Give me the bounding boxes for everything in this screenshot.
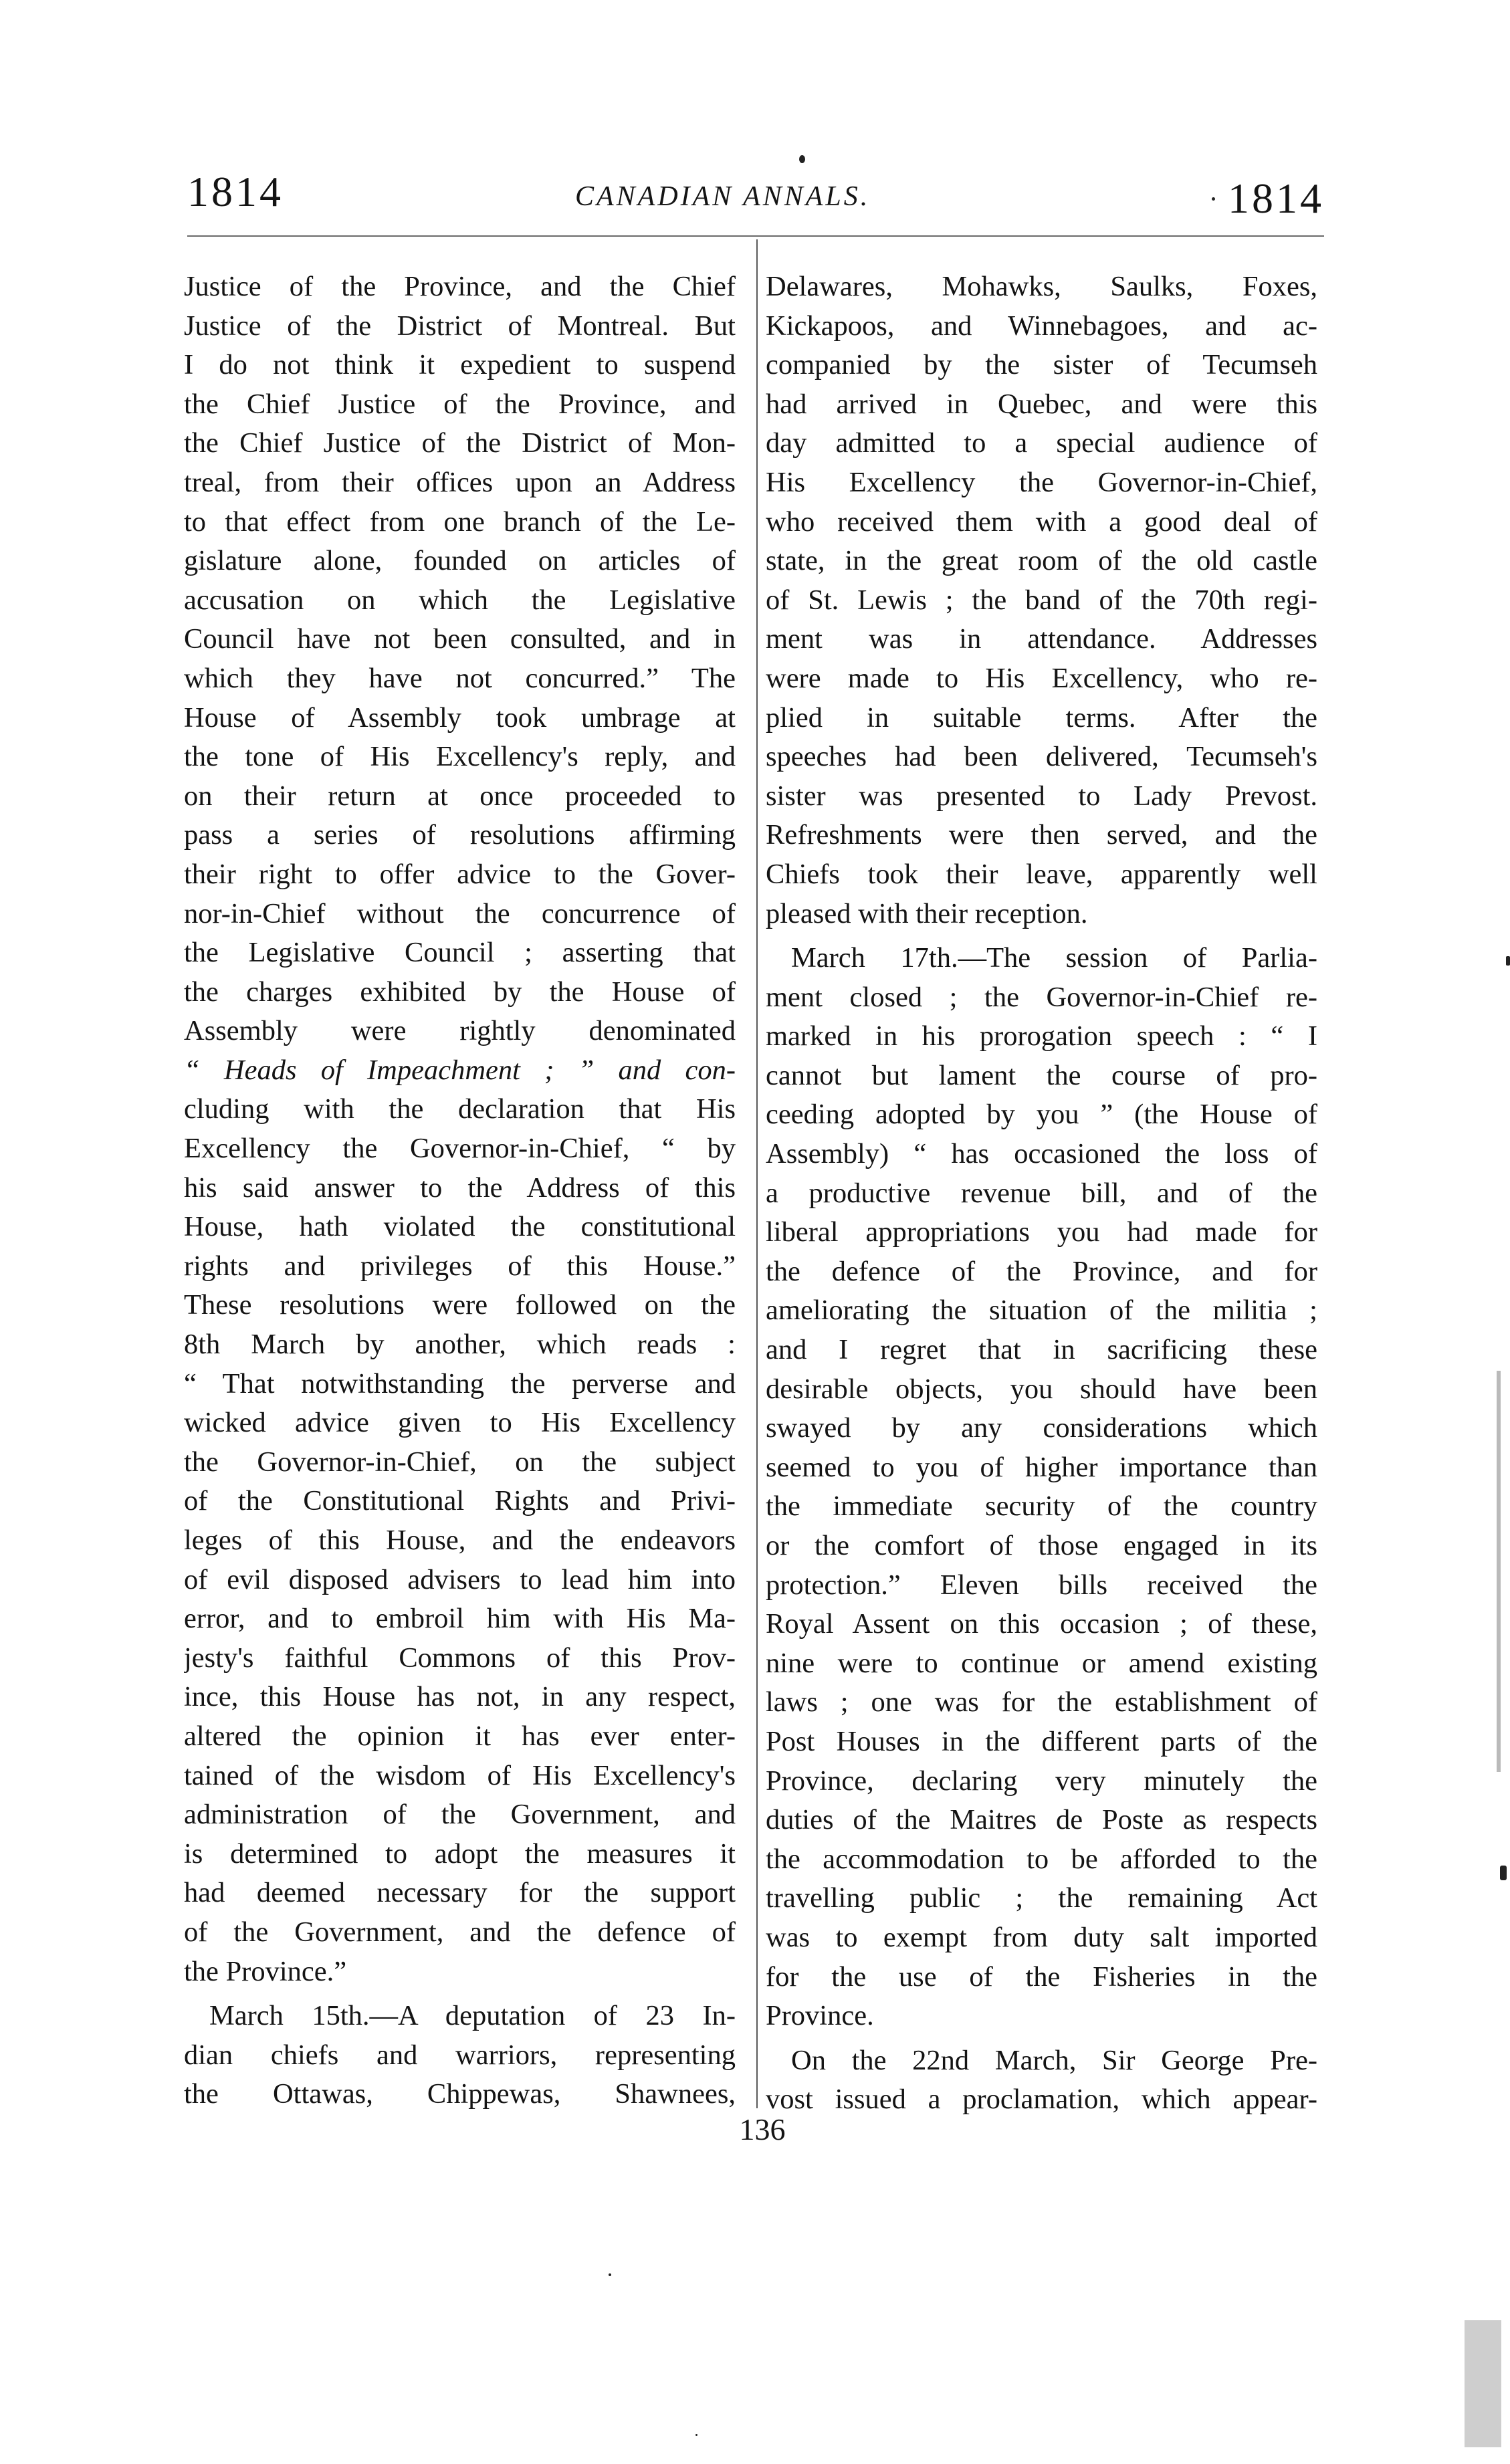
text-line: on their return at once proceeded to [184,780,736,812]
text-line: state, in the great room of the old castle [766,545,1317,577]
page-number: 136 [739,2112,786,2146]
column-divider [756,239,758,2108]
ink-speck [799,155,805,163]
text-line: ameliorating the situation of the militia ; [766,1295,1317,1327]
text-line: ment was in attendance. Addresses [766,623,1317,655]
running-title: CANADIAN ANNALS. [575,181,871,212]
text-line: tained of the wisdom of His Excellency's [184,1759,736,1791]
text-line: error, and to embroil him with His Ma- [184,1603,736,1635]
text-line: Post Houses in the different parts of the [766,1725,1317,1757]
right-column [766,267,1317,2120]
ink-speck [1506,956,1510,966]
text-line: speeches had been delivered, Tecumseh's [766,741,1317,773]
text-line: Excellency the Governor-in-Chief, “ by [184,1133,736,1165]
text-line: pass a series of resolutions affirming [184,819,736,851]
text-line: to that effect from one branch of the Le- [184,506,736,538]
text-line: of the Constitutional Rights and Privi- [184,1485,736,1517]
text-line: Province. [766,2000,874,2032]
text-line: the Chief Justice of the Province, and [184,388,736,420]
text-line: nor-in-Chief without the concurrence of [184,897,736,929]
text-line: of evil disposed advisers to lead him into [184,1563,736,1595]
text-line: the tone of His Excellency's reply, and [184,741,736,773]
text-line: dian chiefs and warriors, representing [184,2039,736,2071]
text-line: who received them with a good deal of [766,506,1317,538]
text-line: Refreshments were then served, and the [766,819,1317,851]
text-line: the defence of the Province, and for [766,1255,1317,1287]
text-line: sister was presented to Lady Prevost. [766,780,1317,812]
text-line: the charges exhibited by the House of [184,976,736,1008]
ink-speck [609,2273,611,2276]
text-line: Royal Assent on this occasion ; of these, [766,1608,1317,1640]
text-line: the Province.” [184,1955,347,1987]
text-line: rights and privileges of this House.” [184,1250,736,1282]
text-line: is determined to adopt the measures it [184,1837,736,1870]
text-line: the Ottawas, Chippewas, Shawnees, [184,2078,736,2110]
text-line: the accommodation to be afforded to the [766,1843,1317,1875]
text-line: had arrived in Quebec, and were this [766,388,1317,420]
text-line: Kickapoos, and Winnebagoes, and ac- [766,310,1317,342]
text-line: ceeding adopted by you ” (the House of [766,1099,1317,1131]
text-line: the immediate security of the country [766,1490,1317,1523]
text-line: swayed by any considerations which [766,1412,1317,1444]
text-line: Chiefs took their leave, apparently well [766,858,1317,890]
text-line: day admitted to a special audience of [766,427,1317,459]
text-line: had deemed necessary for the support [184,1877,736,1909]
text-line: nine were to continue or amend existing [766,1647,1317,1679]
text-line: wicked advice given to His Excellency [184,1407,736,1439]
text-line: cannot but lament the course of pro- [766,1059,1317,1091]
text-line: cluding with the declaration that His [184,1093,736,1125]
text-line: Delawares, Mohawks, Saulks, Foxes, [766,271,1317,302]
text-line: “ That notwithstanding the perverse and [184,1367,736,1399]
text-line: duties of the Maitres de Poste as respects [766,1804,1317,1836]
text-line: of St. Lewis ; the band of the 70th regi- [766,584,1317,616]
text-line: or the comfort of those engaged in its [766,1530,1317,1561]
text-line: the Chief Justice of the District of Mon- [184,427,736,459]
text-line: ince, this House has not, in any respect, [184,1681,736,1713]
running-head [187,167,1324,221]
text-line: 8th March by another, which reads : [184,1329,736,1361]
text-line: seemed to you of higher importance than [766,1451,1317,1483]
text-line: protection.” Eleven bills received the [766,1569,1317,1601]
text-line: altered the opinion it has ever enter- [184,1720,736,1752]
text-line: for the use of the Fisheries in the [766,1961,1317,1993]
text-line: accusation on which the Legislative [184,584,736,616]
text-line: Council have not been consulted, and in [184,623,736,655]
text-line: His Excellency the Governor-in-Chief, [766,466,1317,498]
text-line: which they have not concurred.” The [184,662,736,694]
text-line: and I regret that in sacrificing these [766,1334,1317,1366]
text-line: were made to His Excellency, who re- [766,662,1317,694]
text-line: I do not think it expedient to suspend [184,349,736,381]
paragraph-start: On the 22nd March, Sir George Pre- [791,2044,1317,2076]
ink-speck [695,2434,697,2436]
header-year-left: 1814 [187,168,284,215]
text-line-italic: “ Heads of Impeachment ; ” and con- [184,1054,736,1086]
text-line: their right to offer advice to the Gover- [184,858,736,890]
text-line: gislature alone, founded on articles of [184,545,736,577]
text-line: House of Assembly took umbrage at [184,701,736,734]
header-year-right: 1814 [1228,175,1324,222]
text-line: liberal appropriations you had made for [766,1216,1317,1248]
text-line: Justice of the Province, and the Chief [184,271,736,302]
ink-speck [1500,1866,1507,1880]
scan-edge-mark [1497,1371,1501,1772]
text-line: companied by the sister of Tecumseh [766,349,1317,381]
text-line: Assembly) “ has occasioned the loss of [766,1138,1317,1170]
text-line: the Governor-in-Chief, on the subject [184,1446,736,1478]
text-line: treal, from their offices upon an Address [184,466,736,498]
text-line: marked in his prorogation speech : “ I [766,1020,1317,1052]
text-line: travelling public ; the remaining Act [766,1882,1317,1914]
text-line: jesty's faithful Commons of this Prov- [184,1642,736,1674]
text-line: pleased with their reception. [766,897,1088,929]
scan-edge-mark [1465,2320,1501,2447]
paragraph-start: March 15th.—A deputation of 23 In- [209,2000,736,2032]
text-line: a productive revenue bill, and of the [766,1177,1317,1209]
text-line: laws ; one was for the establishment of [766,1686,1317,1718]
text-line: plied in suitable terms. After the [766,701,1317,734]
text-line: Justice of the District of Montreal. But [184,310,736,342]
text-line: vost issued a proclamation, which appear- [766,2084,1317,2116]
text-line: administration of the Government, and [184,1799,736,1831]
text-line: ment closed ; the Governor-in-Chief re- [766,981,1317,1013]
text-line: of the Government, and the defence of [184,1916,736,1948]
text-line: was to exempt from duty salt imported [766,1921,1317,1953]
text-line: leges of this House, and the endeavors [184,1525,736,1556]
header-rule [187,235,1324,237]
text-line: Province, declaring very minutely the [766,1765,1317,1797]
text-line: desirable objects, you should have been [766,1373,1317,1405]
text-line: These resolutions were followed on the [184,1289,736,1321]
paragraph-start: March 17th.—The session of Parlia- [791,942,1317,974]
left-column [184,267,736,2114]
text-line: Assembly were rightly denominated [184,1015,736,1047]
ink-speck [1212,197,1215,201]
text-line: his said answer to the Address of this [184,1171,736,1204]
text-line: House, hath violated the constitutional [184,1211,736,1243]
text-line: the Legislative Council ; asserting that [184,937,736,969]
